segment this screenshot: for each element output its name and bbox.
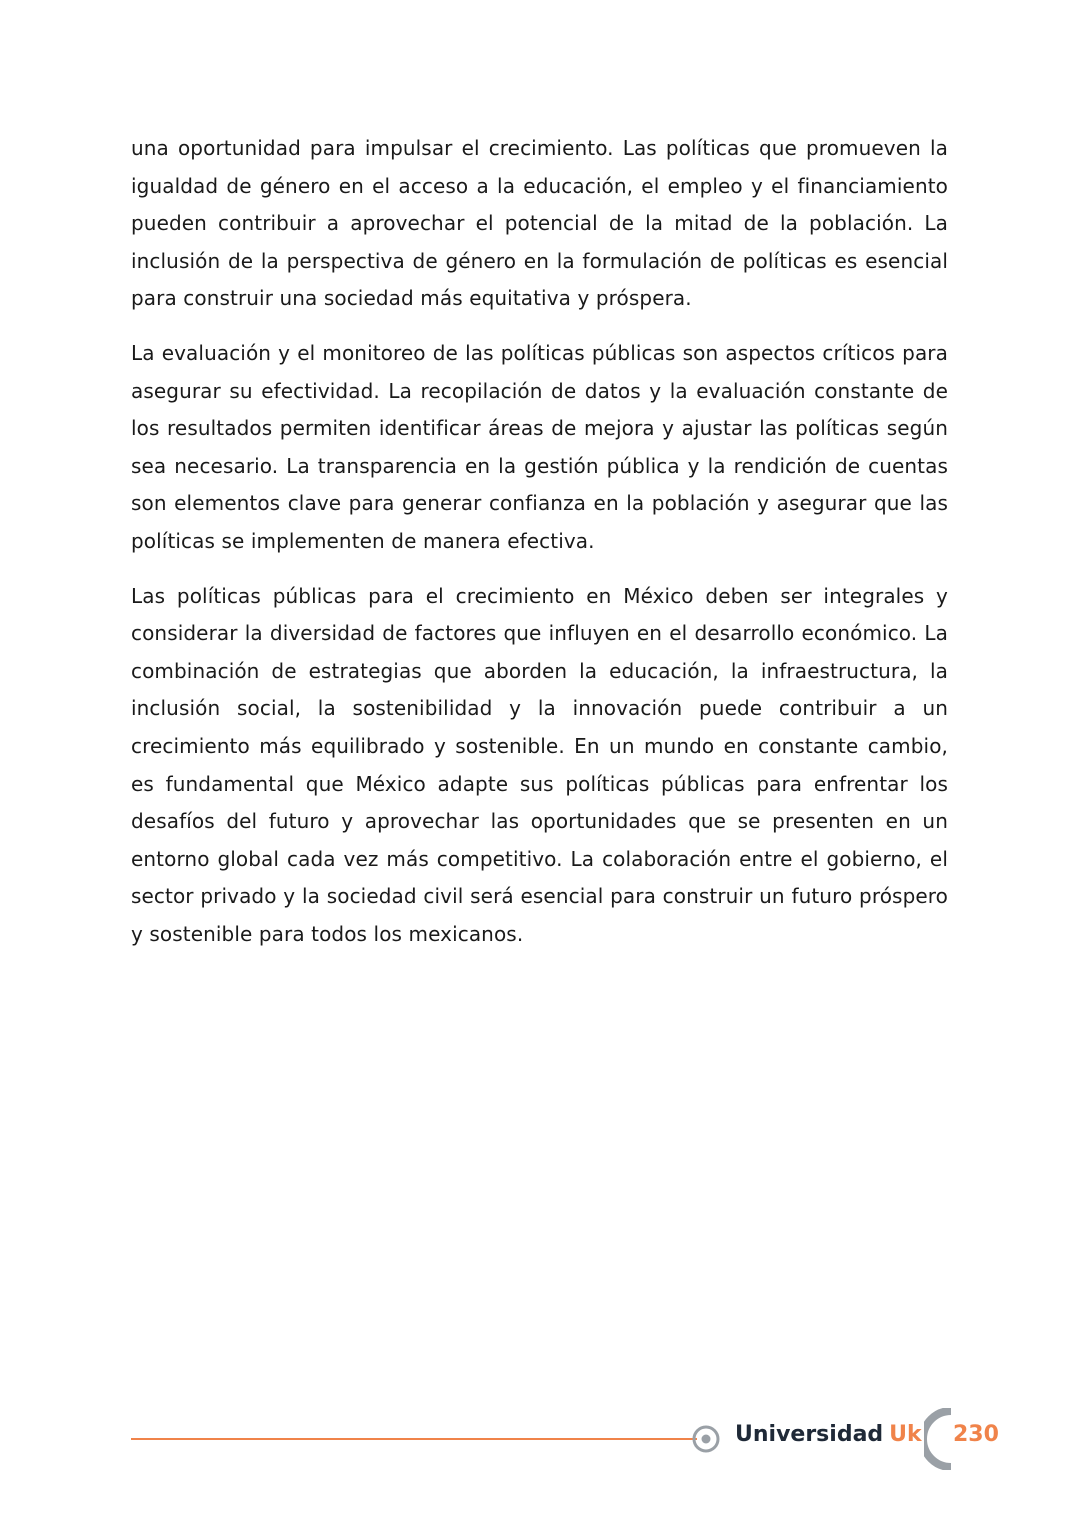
brand-accent: Uk	[889, 1422, 922, 1447]
brand-name: Universidad	[735, 1422, 884, 1447]
page-number: 230	[953, 1422, 999, 1447]
page-footer	[131, 1408, 1011, 1470]
footer-rule	[131, 1438, 697, 1440]
arc-icon	[924, 1408, 954, 1470]
page-body	[131, 130, 948, 970]
body-paragraph-3: Las políticas públicas para el crecimiento en México deben ser integrales y considerar la diversidad de factores que influyen en el desarrollo económico. La combinación de estrategias que aborden la educación, la infraestructura, la inclusión social, la sostenibilidad y la innovación puede contribuir a un crecimiento más equilibrado y sostenible. En un mundo en constante cambio, es fundamental que México adapte sus políticas públicas para enfrentar los desafíos del futuro y aprovechar las oportunidades que se presenten en un entorno global cada vez más competitivo. La colaboración entre el gobierno, el sector privado y la sociedad civil será esencial para construir un futuro próspero y sostenible para todos los mexicanos.	[131, 583, 948, 946]
target-icon	[692, 1425, 720, 1453]
body-paragraph-1: una oportunidad para impulsar el crecimiento. Las políticas que promueven la igualdad de género en el acceso a la educación, el empleo y el financiamiento pueden contribuir a aprovechar el potencial de la mitad de la población. La inclusión de la perspectiva de género en la formulación de políticas es esencial para construir una sociedad más equitativa y próspera.	[131, 136, 948, 311]
brand-logo	[735, 1422, 922, 1447]
body-paragraph-2: La evaluación y el monitoreo de las políticas públicas son aspectos críticos para asegurar su efectividad. La recopilación de datos y la evaluación constante de los resultados permiten identificar áreas de mejora y ajustar las políticas según sea necesario. La transparencia en la gestión pública y la rendición de cuentas son elementos clave para generar confianza en la población y asegurar que las políticas se implementen de manera efectiva.	[131, 340, 948, 553]
